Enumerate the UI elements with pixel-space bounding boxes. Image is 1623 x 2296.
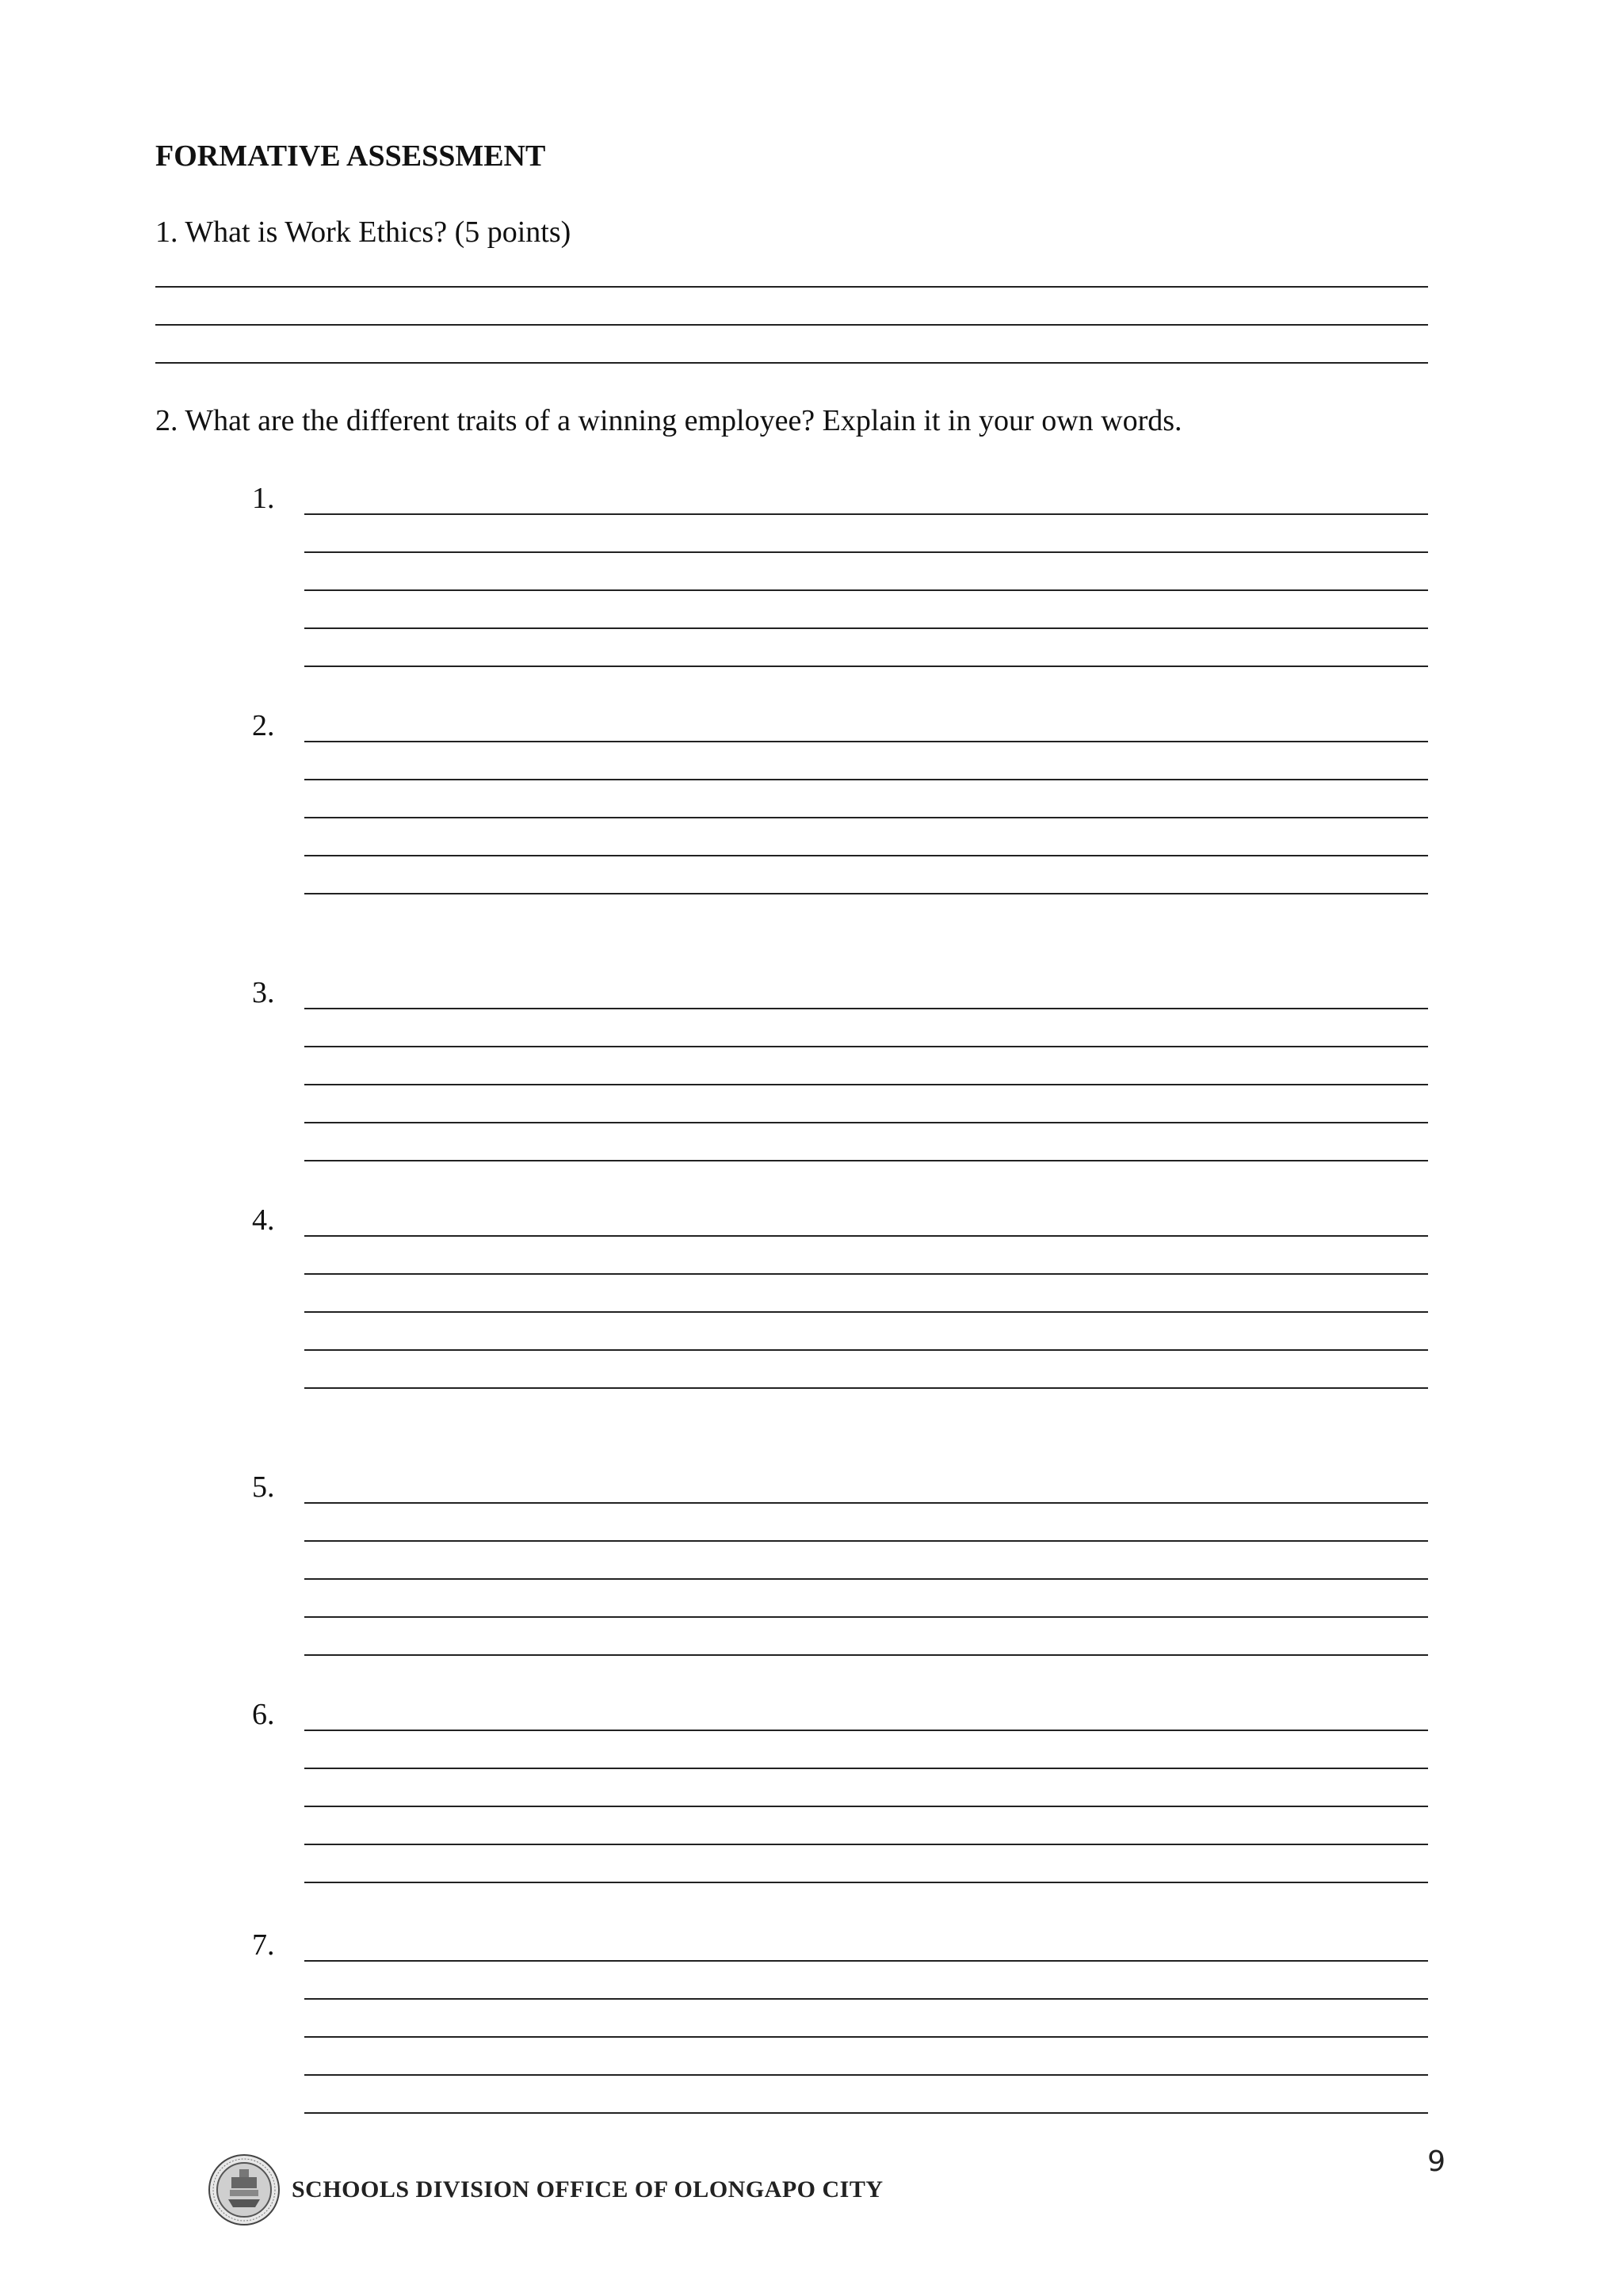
answer-line[interactable]	[304, 1046, 1428, 1047]
answer-line[interactable]	[304, 1960, 1428, 1962]
answer-line[interactable]	[304, 1654, 1428, 1656]
item-number: 2.	[252, 709, 275, 742]
answer-line[interactable]	[304, 817, 1428, 818]
answer-line[interactable]	[304, 1235, 1428, 1237]
answer-line[interactable]	[304, 2036, 1428, 2038]
item-number: 6.	[252, 1698, 275, 1731]
answer-line[interactable]	[304, 2074, 1428, 2076]
answer-line[interactable]	[304, 1084, 1428, 1085]
answer-line[interactable]	[155, 362, 1428, 364]
footer	[208, 2153, 884, 2226]
answer-line[interactable]	[304, 741, 1428, 742]
answer-line[interactable]	[304, 893, 1428, 894]
item-number: 5.	[252, 1470, 275, 1504]
division-seal-icon	[208, 2153, 281, 2226]
answer-line[interactable]	[304, 589, 1428, 591]
answer-line[interactable]	[304, 627, 1428, 629]
assessment-heading: FORMATIVE ASSESSMENT	[155, 139, 546, 173]
answer-line[interactable]	[304, 1008, 1428, 1009]
answer-line[interactable]	[304, 1730, 1428, 1731]
answer-line[interactable]	[304, 1882, 1428, 1883]
answer-line[interactable]	[304, 666, 1428, 667]
answer-line[interactable]	[304, 1844, 1428, 1845]
item-number: 7.	[252, 1928, 275, 1962]
answer-line[interactable]	[304, 1616, 1428, 1618]
answer-line[interactable]	[304, 551, 1428, 553]
footer-office-name: SCHOOLS DIVISION OFFICE OF OLONGAPO CITY	[292, 2176, 884, 2203]
answer-line[interactable]	[155, 324, 1428, 326]
page-number: 9	[1427, 2145, 1445, 2178]
answer-line[interactable]	[304, 1349, 1428, 1351]
answer-line[interactable]	[155, 286, 1428, 288]
answer-line[interactable]	[304, 1311, 1428, 1313]
answer-line[interactable]	[304, 1502, 1428, 1504]
item-number: 3.	[252, 976, 275, 1009]
answer-line[interactable]	[304, 1806, 1428, 1807]
item-number: 1.	[252, 482, 275, 515]
answer-line[interactable]	[304, 1160, 1428, 1161]
question-2: 2. What are the different traits of a winning employee? Explain it in your own words.	[155, 404, 1182, 437]
answer-line[interactable]	[304, 1768, 1428, 1769]
answer-line[interactable]	[304, 1540, 1428, 1542]
answer-line[interactable]	[304, 1998, 1428, 2000]
answer-line[interactable]	[304, 779, 1428, 780]
item-number: 4.	[252, 1203, 275, 1237]
answer-line[interactable]	[304, 1122, 1428, 1123]
answer-line[interactable]	[304, 1387, 1428, 1389]
answer-line[interactable]	[304, 1273, 1428, 1275]
answer-line[interactable]	[304, 2112, 1428, 2114]
answer-line[interactable]	[304, 1578, 1428, 1580]
answer-line[interactable]	[304, 855, 1428, 856]
question-1: 1. What is Work Ethics? (5 points)	[155, 215, 571, 249]
answer-line[interactable]	[304, 513, 1428, 515]
